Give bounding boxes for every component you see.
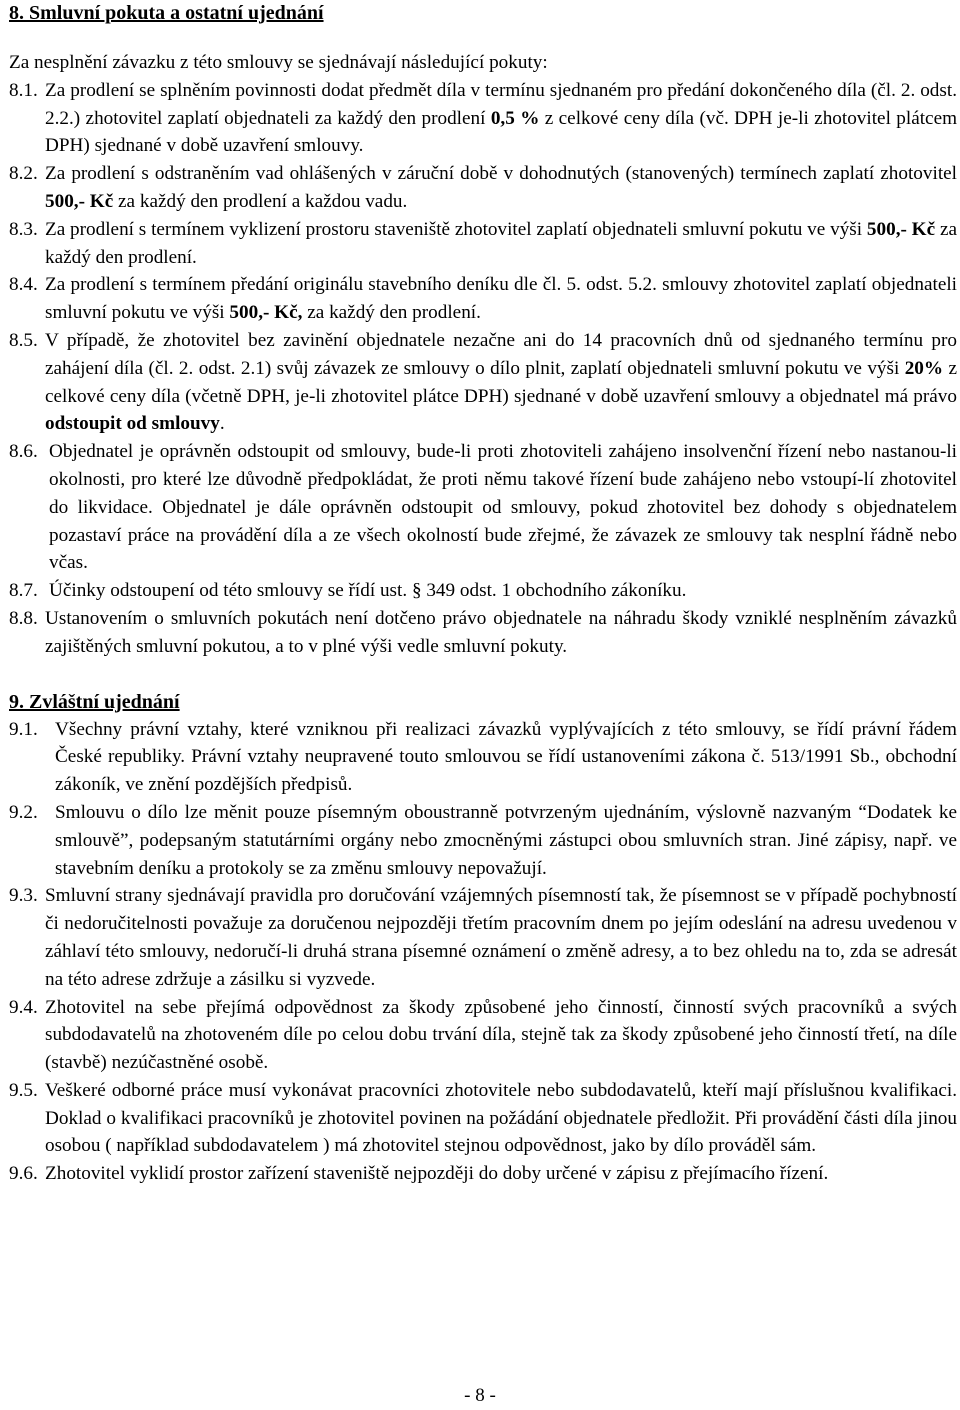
clause-number: 9.1. [9, 718, 38, 740]
section-8-heading: 8. Smluvní pokuta a ostatní ujednání [9, 2, 324, 24]
clause-text: V případě, že zhotovitel bez zavinění objednatele nezačne ani do 14 pracovních dnů od sjednaného termínu pro zahájení díla (čl. 2. odst. 2.1) svůj závazek ze smlouvy o dílo plnit, zaplatí objednateli smluvní pokutu ve výši 20% z celkové ceny díla (včetně DPH, je-li zhotovitel plátce DPH) sjednané v době uzavření smlouvy a objednatel má právo odstoupit od smlouvy. [45, 329, 957, 435]
page-number: - 8 - [464, 1385, 496, 1406]
clause-number: 9.2. [9, 801, 38, 823]
clause-9-5 [9, 1077, 957, 1160]
clause-9-4 [9, 994, 957, 1077]
clause-number: 9.3. [9, 885, 38, 907]
clause-text: Objednatel je oprávněn odstoupit od smlouvy, bude-li proti zhotoviteli zahájeno insolvenční řízení nebo nastanou-li okolnosti, pro které lze důvodně předpokládat, že proti němu takové řízení bude zahájeno nebo vstoupí-lí zhotovitel do likvidace. Objednatel je dále oprávněn odstoupit od smlouvy, pokud zhotovitel bez dohody s objednatelem pozastaví práce na provádění díla a ze všech okolností bude zřejmé, že závazek ze smlouvy tak nesplní řádně nebo včas. [49, 441, 957, 574]
clause-number: 9.4. [9, 996, 38, 1018]
clause-8-8 [9, 605, 957, 661]
clause-text: Za prodlení s termínem vyklizení prostoru staveniště zhotovitel zaplatí objednateli smluvní pokutu ve výši 500,- Kč za každý den prodlení. [45, 218, 957, 268]
document-page [9, 0, 957, 1188]
clause-text: Smluvní strany sjednávají pravidla pro doručování vzájemných písemností tak, že písemnost se v případě pochybností či nedoručitelnosti považuje za doručenou nejpozději třetím pracovním dnem po jejím odeslání na adresu uvedenou v záhlaví této smlouvy, nedoručí-li druhá strana písemné oznámení o změně adresy, a to bez ohledu na to, zda se adresát na této adrese zdržuje a zásilku si vyzvede. [45, 885, 957, 990]
section-spacer [9, 661, 957, 689]
clause-number: 8.2. [9, 163, 38, 185]
clause-9-6 [9, 1160, 957, 1188]
clause-number: 8.1. [9, 79, 38, 101]
clause-number: 9.6. [9, 1163, 38, 1185]
clause-text: Zhotovitel na sebe přejímá odpovědnost za škody způsobené jeho činností, činností svých pracovníků a svých subdodavatelů na zhotoveném díle po celou dobu trvání díla, stejně tak za škody způsobené jeho činností třetí, na díle (stavbě) nezúčastněné osobě. [45, 996, 957, 1074]
clause-8-1 [9, 77, 957, 160]
clause-number: 9.5. [9, 1079, 38, 1101]
clause-text: Ustanovením o smluvních pokutách není dotčeno právo objednatele na náhradu škody vzniklé nesplněním závazků zajištěných smluvní pokutou, a to v plné výši vedle smluvní pokuty. [45, 607, 957, 657]
clause-text: Zhotovitel vyklidí prostor zařízení staveniště nejpozději do doby určené v zápisu z přejímacího řízení. [45, 1163, 829, 1185]
clause-8-2 [9, 160, 957, 216]
clause-number: 8.4. [9, 274, 38, 296]
clause-text: Za prodlení s odstraněním vad ohlášených v záruční době v dohodnutých (stanovených) termínech zaplatí zhotovitel 500,- Kč za každý den prodlení a každou vadu. [45, 163, 957, 212]
clause-text: Veškeré odborné práce musí vykonávat pracovníci zhotovitele nebo subdodavatelů, kteří mají příslušnou kvalifikaci. Doklad o kvalifikaci pracovníků je zhotovitel povinen na požádání objednatele předložit. Při provádění části díla jinou osobou ( například subdodavatelem ) má zhotovitel stejnou odpovědnost, jako by dílo prováděl sám. [45, 1079, 957, 1157]
clause-text: Za prodlení se splněním povinnosti dodat předmět díla v termínu sjednaném pro předání dokončeného díla (čl. 2. odst. 2.2.) zhotovitel zaplatí objednateli za každý den prodlení 0,5 % z celkové ceny díla (vč. DPH je-li zhotovitel plátcem DPH) sjednané v době uzavření smlouvy. [45, 79, 958, 157]
clause-number: 8.7. [9, 580, 38, 602]
clause-8-5 [9, 327, 957, 438]
clause-number: 8.8. [9, 607, 38, 629]
clause-text: Účinky odstoupení od této smlouvy se řídí ust. § 349 odst. 1 obchodního zákoníku. [49, 580, 687, 602]
clause-text: Všechny právní vztahy, které vzniknou při realizaci závazků vyplývajících z této smlouvy, se řídí právní řádem České republiky. Právní vztahy neupravené touto smlouvou se řídí ustanoveními zákona č. 513/1991 Sb., obchodní zákoník, ve znění pozdějších předpisů. [55, 718, 957, 796]
clause-number: 8.5. [9, 329, 38, 351]
clause-8-4 [9, 271, 957, 327]
clause-number: 8.3. [9, 218, 38, 240]
clause-8-3 [9, 216, 957, 272]
clause-number: 8.6. [9, 441, 38, 463]
section-9-heading: 9. Zvláštní ujednání [9, 690, 180, 713]
clause-9-1 [9, 716, 957, 799]
section-8-intro: Za nesplnění závazku z této smlouvy se sjednávají následující pokuty: [9, 52, 548, 73]
clause-9-2 [9, 799, 957, 882]
clause-text: Za prodlení s termínem předání originálu stavebního deníku dle čl. 5. odst. 5.2. smlouvy zhotovitel zaplatí objednateli smluvní pokutu ve výši 500,- Kč, za každý den prodlení. [45, 274, 957, 324]
clause-9-3 [9, 882, 957, 993]
clause-text: Smlouvu o dílo lze měnit pouze písemným oboustranně potvrzeným ujednáním, výslovně nazvaným “Dodatek ke smlouvě”, podepsaným statutárními orgány nebo zmocněnými zástupci obou smluvních stran. Jiné zápisy, např. ve stavebním deníku a protokoly se za změnu smlouvy nepovažují. [55, 801, 957, 879]
clause-8-7 [9, 577, 957, 605]
clause-8-6 [9, 438, 957, 577]
